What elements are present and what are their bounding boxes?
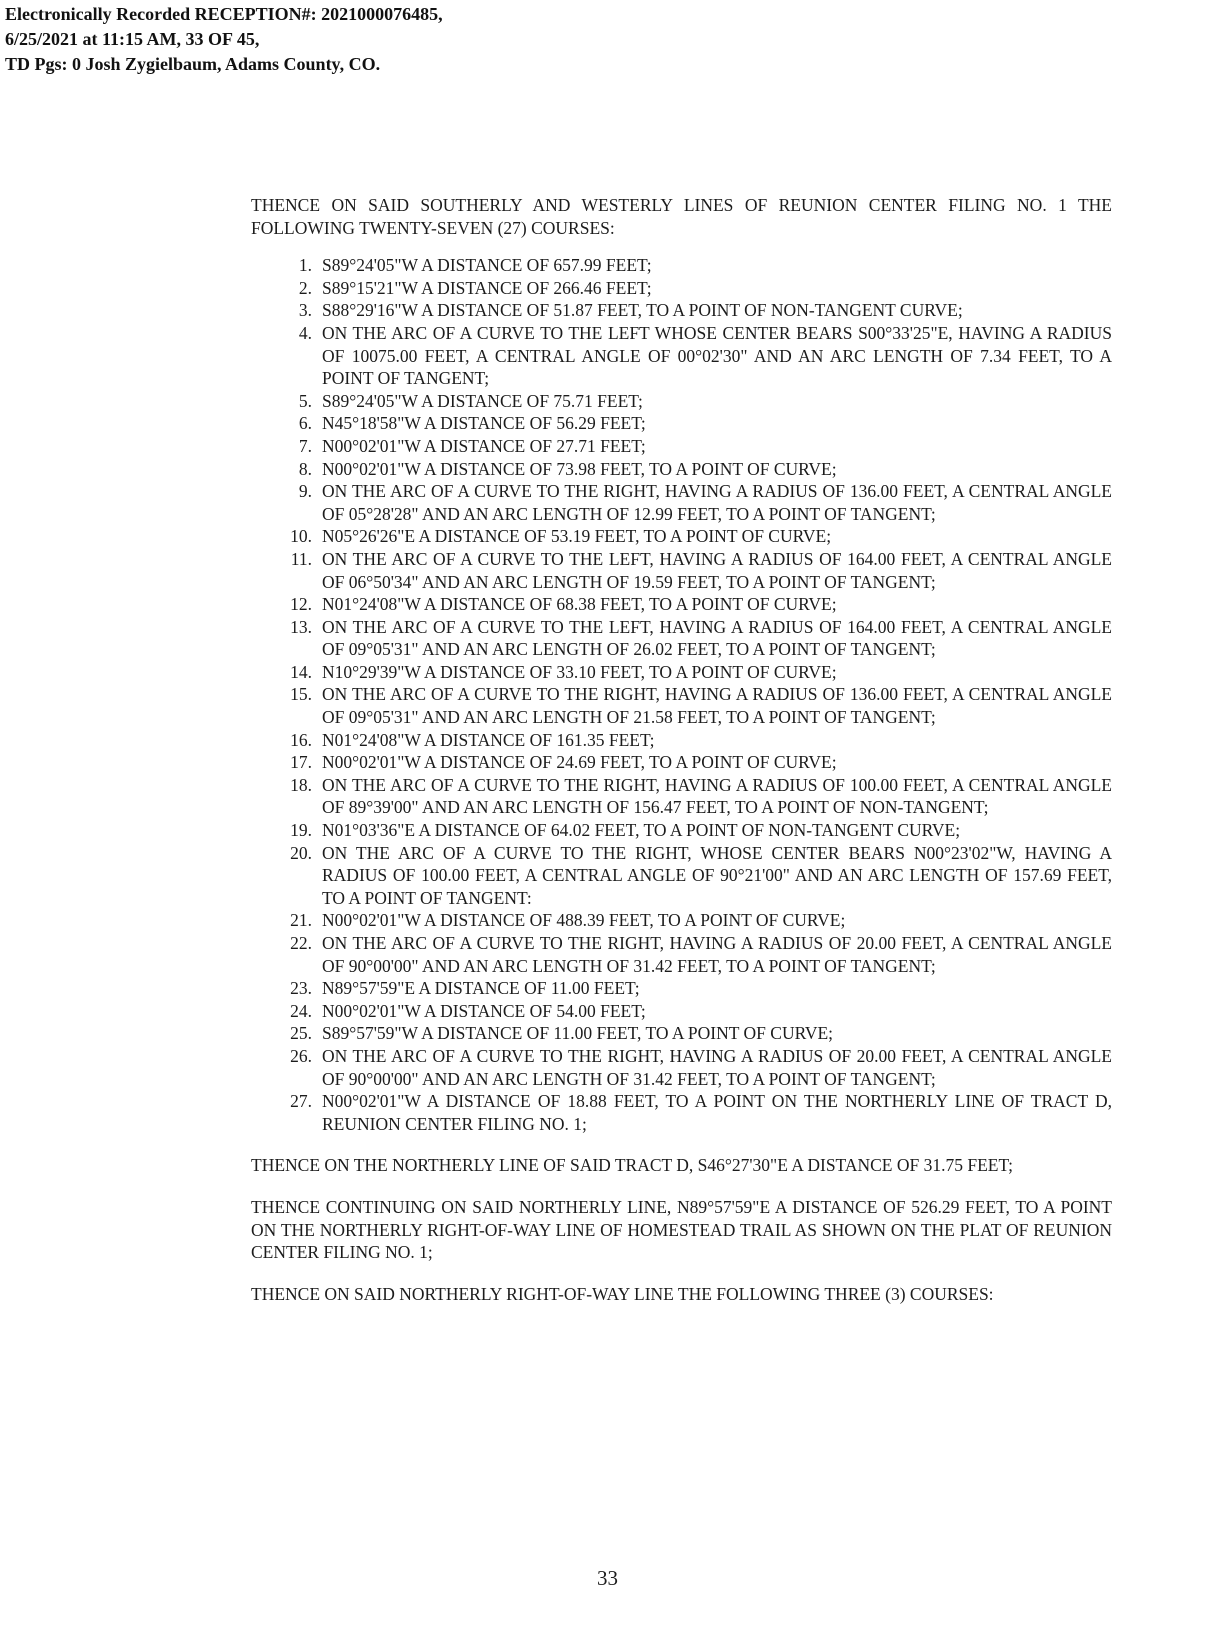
courses-list (251, 254, 1112, 1135)
course-item (251, 458, 1112, 481)
course-number: 8. (298, 458, 312, 479)
course-number: 23. (290, 978, 312, 999)
course-number: 5. (298, 390, 312, 411)
tract-d-paragraph: THENCE ON THE NORTHERLY LINE OF SAID TRACT D, S46°27'30"E A DISTANCE OF 31.75 FEET; (251, 1155, 1014, 1176)
course-item (251, 683, 1112, 728)
course-item (251, 548, 1112, 593)
course-text: S88°29'16"W A DISTANCE OF 51.87 FEET, TO A POINT OF NON-TANGENT CURVE; (322, 300, 963, 321)
course-text: ON THE ARC OF A CURVE TO THE LEFT, HAVING A RADIUS OF 164.00 FEET, A CENTRAL ANGLE OF 09°05'31" AND AN ARC LENGTH OF 26.02 FEET, TO A POINT OF TANGENT; (322, 616, 1112, 660)
course-text: S89°24'05"W A DISTANCE OF 75.71 FEET; (322, 390, 643, 411)
course-text: N01°03'36"E A DISTANCE OF 64.02 FEET, TO A POINT OF NON-TANGENT CURVE; (322, 820, 961, 841)
recording-stamp (5, 2, 443, 77)
course-item (251, 412, 1112, 435)
course-item (251, 977, 1112, 1000)
course-number: 21. (290, 910, 312, 931)
course-number: 22. (290, 933, 312, 953)
course-item (251, 277, 1112, 300)
course-number: 19. (290, 820, 312, 841)
course-text: N01°24'08"W A DISTANCE OF 161.35 FEET; (322, 729, 655, 750)
course-item (251, 299, 1112, 322)
course-text: S89°15'21"W A DISTANCE OF 266.46 FEET; (322, 277, 652, 298)
course-text: ON THE ARC OF A CURVE TO THE RIGHT, HAVING A RADIUS OF 100.00 FEET, A CENTRAL ANGLE OF 89°39'00" AND AN ARC LENGTH OF 156.47 FEET, TO A POINT OF NON-TANGENT; (322, 774, 1112, 818)
course-text: S89°24'05"W A DISTANCE OF 657.99 FEET; (322, 255, 652, 276)
course-number: 6. (298, 413, 312, 434)
course-item (251, 593, 1112, 616)
course-text: ON THE ARC OF A CURVE TO THE LEFT WHOSE CENTER BEARS S00°33'25"E, HAVING A RADIUS OF 10075.00 FEET, A CENTRAL ANGLE OF 00°02'30" AND AN ARC LENGTH OF 7.34 FEET, TO A POINT OF TANGENT; (322, 322, 1112, 389)
course-item (251, 1000, 1112, 1023)
course-text: ON THE ARC OF A CURVE TO THE RIGHT, HAVING A RADIUS OF 136.00 FEET, A CENTRAL ANGLE OF 05°28'28" AND AN ARC LENGTH OF 12.99 FEET, TO A POINT OF TANGENT; (322, 481, 1112, 524)
course-number: 15. (290, 684, 312, 705)
course-item (251, 525, 1112, 548)
course-item (251, 1045, 1112, 1090)
recording-stamp-line-1: Electronically Recorded RECEPTION#: 2021000076485, (5, 4, 443, 24)
course-item (251, 661, 1112, 684)
intro-paragraph: THENCE ON SAID SOUTHERLY AND WESTERLY LINES OF REUNION CENTER FILING NO. 1 THE FOLLOWING TWENTY-SEVEN (27) COURSES: (251, 195, 1112, 238)
course-number: 12. (290, 594, 312, 615)
course-text: N45°18'58"W A DISTANCE OF 56.29 FEET; (322, 413, 646, 434)
recording-stamp-line-3: TD Pgs: 0 Josh Zygielbaum, Adams County, CO. (5, 54, 381, 74)
page-number: 33 (597, 1566, 618, 1590)
course-number: 4. (298, 322, 312, 343)
course-number: 18. (290, 774, 312, 795)
course-number: 14. (290, 661, 312, 682)
course-number: 11. (290, 548, 312, 569)
course-text: ON THE ARC OF A CURVE TO THE RIGHT, HAVING A RADIUS OF 20.00 FEET, A CENTRAL ANGLE OF 90°00'00" AND AN ARC LENGTH OF 31.42 FEET, TO A POINT OF TANGENT; (322, 933, 1112, 976)
course-text: N00°02'01"W A DISTANCE OF 27.71 FEET; (322, 435, 646, 456)
course-item (251, 616, 1112, 661)
course-number: 27. (290, 1091, 312, 1112)
course-item (251, 390, 1112, 413)
course-text: N00°02'01"W A DISTANCE OF 54.00 FEET; (322, 1000, 646, 1021)
course-text: N00°02'01"W A DISTANCE OF 73.98 FEET, TO A POINT OF CURVE; (322, 458, 837, 479)
course-text: S89°57'59"W A DISTANCE OF 11.00 FEET, TO A POINT OF CURVE; (322, 1023, 834, 1044)
recording-stamp-line-2: 6/25/2021 at 11:15 AM, 33 OF 45, (5, 29, 260, 49)
course-number: 7. (298, 435, 312, 456)
course-item (251, 751, 1112, 774)
course-text: ON THE ARC OF A CURVE TO THE RIGHT, HAVING A RADIUS OF 20.00 FEET, A CENTRAL ANGLE OF 90°00'00" AND AN ARC LENGTH OF 31.42 FEET, TO A POINT OF TANGENT; (322, 1045, 1112, 1089)
course-number: 20. (290, 842, 312, 863)
course-text: N01°24'08"W A DISTANCE OF 68.38 FEET, TO A POINT OF CURVE; (322, 594, 837, 615)
course-number: 16. (290, 729, 312, 750)
course-text: N00°02'01"W A DISTANCE OF 488.39 FEET, TO A POINT OF CURVE; (322, 910, 846, 931)
course-number: 2. (298, 277, 312, 298)
row-courses-paragraph: THENCE ON SAID NORTHERLY RIGHT-OF-WAY LINE THE FOLLOWING THREE (3) COURSES: (251, 1283, 994, 1304)
course-number: 1. (298, 255, 312, 276)
course-item (251, 254, 1112, 277)
course-item (251, 480, 1112, 525)
course-number: 3. (298, 300, 312, 321)
course-text: ON THE ARC OF A CURVE TO THE LEFT, HAVING A RADIUS OF 164.00 FEET, A CENTRAL ANGLE OF 06°50'34" AND AN ARC LENGTH OF 19.59 FEET, TO A POINT OF TANGENT; (322, 548, 1112, 592)
course-text: N05°26'26"E A DISTANCE OF 53.19 FEET, TO A POINT OF CURVE; (322, 526, 832, 547)
course-item (251, 774, 1112, 819)
course-item (251, 909, 1112, 932)
course-item (251, 819, 1112, 842)
course-number: 24. (290, 1000, 312, 1021)
course-item (251, 435, 1112, 458)
course-text: N00°02'01"W A DISTANCE OF 24.69 FEET, TO A POINT OF CURVE; (322, 752, 837, 773)
course-text: N00°02'01"W A DISTANCE OF 18.88 FEET, TO A POINT ON THE NORTHERLY LINE OF TRACT D, REUNION CENTER FILING NO. 1; (322, 1091, 1112, 1134)
course-number: 13. (290, 616, 312, 637)
legal-description-body (251, 194, 1112, 1305)
course-item (251, 842, 1112, 910)
course-text: ON THE ARC OF A CURVE TO THE RIGHT, HAVING A RADIUS OF 136.00 FEET, A CENTRAL ANGLE OF 09°05'31" AND AN ARC LENGTH OF 21.58 FEET, TO A POINT OF TANGENT; (322, 684, 1112, 728)
course-number: 9. (298, 481, 312, 502)
course-item (251, 729, 1112, 752)
course-text: ON THE ARC OF A CURVE TO THE RIGHT, WHOSE CENTER BEARS N00°23'02"W, HAVING A RADIUS OF 100.00 FEET, A CENTRAL ANGLE OF 90°21'00" AND AN ARC LENGTH OF 157.69 FEET, TO A POINT OF TANGENT: (322, 842, 1112, 908)
course-text: N10°29'39"W A DISTANCE OF 33.10 FEET, TO A POINT OF CURVE; (322, 661, 837, 682)
course-number: 25. (290, 1023, 312, 1044)
course-item (251, 1090, 1112, 1135)
course-item (251, 932, 1112, 977)
course-number: 26. (290, 1045, 312, 1066)
course-number: 17. (290, 752, 312, 773)
course-text: N89°57'59"E A DISTANCE OF 11.00 FEET; (322, 978, 640, 999)
course-item (251, 322, 1112, 390)
continuing-paragraph: THENCE CONTINUING ON SAID NORTHERLY LINE, N89°57'59"E A DISTANCE OF 526.29 FEET, TO A POINT ON THE NORTHERLY RIGHT-OF-WAY LINE OF HOMESTEAD TRAIL AS SHOWN ON THE PLAT OF REUNION CENTER FILING NO. 1; (251, 1196, 1112, 1263)
course-item (251, 1022, 1112, 1045)
course-number: 10. (290, 526, 312, 547)
